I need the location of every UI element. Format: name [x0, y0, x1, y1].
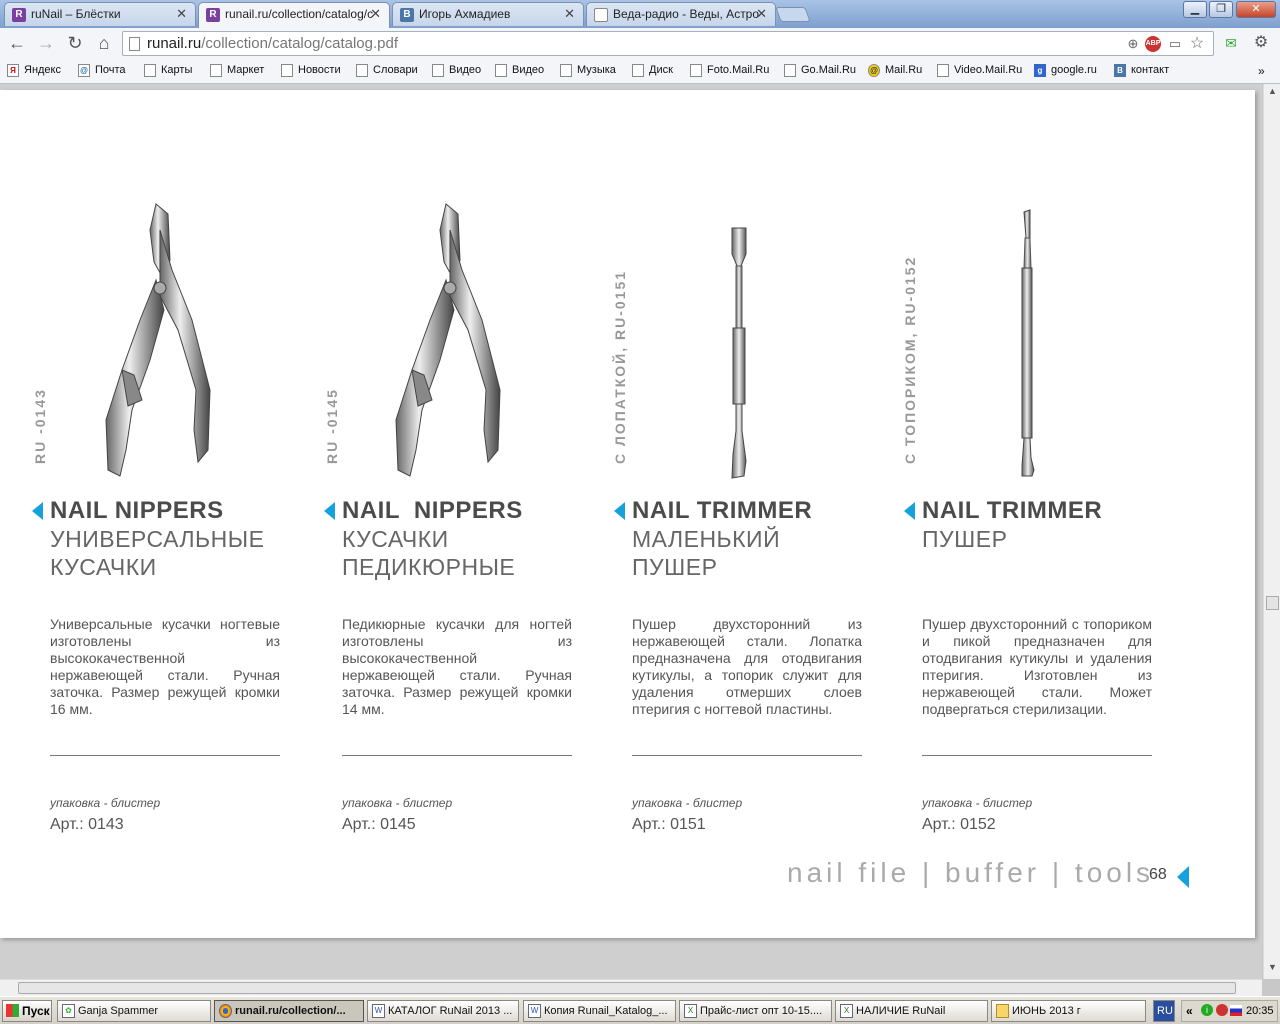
vk-icon: B	[400, 8, 414, 22]
product-description: Пушер двухсторонний из нержавеющей стали. Лопатка предназначена для отодвигания кутикулы, а топорик служит для удаления отмерших слоев птеригия с ногтевой пластины.	[632, 616, 862, 717]
product-description: Пушер двухсторонний с топориком и пикой предназначен для отодвигания кутикулы и удаления птеригия. Изготовлен из нержавеющей стали. Может подвергаться стерилизации.	[922, 616, 1152, 717]
runail-icon: R	[12, 8, 26, 22]
wrench-menu-icon[interactable]: ⚙	[1253, 34, 1269, 51]
product-packaging: упаковка - блистер	[632, 796, 743, 810]
leaf-icon: ✿	[62, 1004, 75, 1018]
tab-veda-radio[interactable]	[586, 2, 776, 26]
product-subtitle-line: ПЕДИКЮРНЫЕ	[342, 554, 516, 580]
page-icon	[495, 64, 507, 77]
product-vertical-code: С ТОПОРИКОМ, RU-0152	[902, 255, 918, 464]
nippers-icon	[388, 200, 508, 480]
nippers-icon	[98, 200, 218, 480]
runail-icon: R	[206, 8, 220, 22]
taskbar-item-label: Копия Runail_Katalog_...	[544, 1005, 668, 1017]
bookmarks-overflow-icon[interactable]: »	[1258, 64, 1265, 78]
bookmark-karty[interactable]	[144, 64, 192, 76]
word-icon: W	[372, 1004, 385, 1018]
page-icon	[129, 37, 140, 51]
taskbar-item-june-folder[interactable]	[991, 1000, 1146, 1022]
vk-icon: B	[1114, 64, 1126, 77]
url-path: /collection/catalog/catalog.pdf	[201, 35, 398, 52]
arrow-marker-icon	[904, 502, 915, 520]
divider	[632, 755, 862, 756]
reload-button[interactable]: ↻	[67, 33, 83, 53]
product-subtitle-line: УНИВЕРСАЛЬНЫЕ	[50, 526, 265, 552]
bookmark-mail-ru[interactable]	[868, 64, 922, 76]
tab-strip	[0, 0, 1280, 28]
page-icon	[594, 8, 608, 22]
bookmark-foto-mail[interactable]	[690, 64, 769, 76]
folder-icon	[996, 1004, 1009, 1018]
taskbar-item-nalichie[interactable]	[835, 1000, 988, 1022]
page-icon	[281, 64, 293, 77]
bookmark-label: Видео	[449, 64, 482, 76]
russian-flag-icon[interactable]	[1230, 1005, 1242, 1016]
product-card-0145	[322, 90, 572, 938]
bookmark-slovari[interactable]	[356, 64, 418, 76]
scroll-thumb[interactable]	[1266, 596, 1279, 610]
product-card-0152	[902, 90, 1152, 938]
bookmark-label: контакт	[1131, 64, 1170, 76]
product-vertical-code: RU -0145	[324, 388, 340, 464]
bookmark-star-icon[interactable]: ☆	[1189, 35, 1205, 52]
taskbar-item-katalog-copy[interactable]	[523, 1000, 676, 1022]
product-title: NAIL NIPPERS	[342, 497, 523, 524]
taskbar-item-chrome[interactable]	[214, 1000, 364, 1022]
catalog-section-footer: nail file | buffer | tools	[787, 857, 1155, 888]
product-card-0143	[30, 90, 280, 938]
taskbar-item-catalog-doc[interactable]	[367, 1000, 519, 1022]
product-subtitle	[342, 525, 515, 581]
tab-title: Веда-радио - Веды, Астро	[613, 7, 760, 21]
chrome-icon	[219, 1004, 232, 1018]
pusher-icon	[724, 226, 754, 482]
taskbar-item-label: КАТАЛОГ RuNail 2013 ...	[388, 1005, 513, 1017]
page-icon	[356, 64, 368, 77]
bookmark-label: Mail.Ru	[885, 64, 923, 76]
product-article: Арт.: 0143	[50, 816, 124, 833]
bookmark-pochta[interactable]	[78, 64, 126, 76]
close-icon[interactable]: ✕	[176, 6, 187, 21]
arrow-marker-icon	[614, 502, 625, 520]
extension-icon[interactable]: ✉	[1225, 35, 1237, 51]
pusher-icon	[1012, 208, 1042, 480]
word-icon: W	[528, 1004, 541, 1018]
product-subtitle-line: ПУШЕР	[922, 526, 1008, 552]
bookmark-novosti[interactable]	[281, 64, 341, 76]
new-tab-button[interactable]	[775, 7, 810, 22]
page-icon	[784, 64, 796, 77]
bookmark-label: Новости	[298, 64, 341, 76]
pdf-viewer	[0, 84, 1262, 979]
taskbar-item-price-list[interactable]	[679, 1000, 832, 1022]
page-icon	[432, 64, 444, 77]
bookmark-label: Маркет	[227, 64, 265, 76]
page-action-icon[interactable]: ▭	[1168, 36, 1182, 51]
tab-vk-profile[interactable]	[392, 2, 584, 26]
divider	[922, 755, 1152, 756]
taskbar-item-label: Ganja Spammer	[78, 1005, 159, 1017]
home-button[interactable]: ⌂	[98, 33, 110, 53]
product-title: NAIL NIPPERS	[50, 497, 224, 524]
product-card-0151	[612, 90, 862, 938]
arrow-marker-icon	[324, 502, 335, 520]
bookmark-google[interactable]	[1034, 64, 1097, 76]
product-description: Педикюрные кусачки для ногтей изготовлены из высококачественной нержавеющей стали. Ручная заточка. Размер режущей кромки 14 мм.	[342, 616, 572, 717]
taskbar-item-ganja-spammer[interactable]	[57, 1000, 211, 1022]
start-button[interactable]	[2, 1000, 52, 1022]
close-icon[interactable]: ✕	[756, 6, 767, 21]
adblock-icon[interactable]: ABP	[1145, 36, 1161, 52]
product-title: NAIL TRIMMER	[632, 497, 813, 524]
zoom-icon[interactable]: ⊕	[1127, 36, 1139, 51]
bookmark-label: Музыка	[577, 64, 616, 76]
page-icon	[690, 64, 702, 77]
bookmark-label: Яндекс	[24, 64, 61, 76]
product-article: Арт.: 0145	[342, 816, 416, 833]
product-subtitle-line: ПУШЕР	[632, 554, 718, 580]
tray-expand-icon[interactable]: «	[1186, 1004, 1193, 1018]
bookmark-video[interactable]	[432, 64, 481, 76]
bookmark-muzyka[interactable]	[560, 64, 616, 76]
window-close-button[interactable]: ✕	[1236, 1, 1276, 18]
taskbar-item-label: runail.ru/collection/...	[235, 1005, 346, 1017]
url-host: runail.ru	[147, 35, 202, 52]
clock[interactable]: 20:35	[1246, 1005, 1274, 1017]
bookmark-video-2[interactable]	[495, 64, 544, 76]
taskbar	[0, 996, 1280, 1024]
scroll-up-icon[interactable]: ▲	[1268, 86, 1277, 96]
bookmark-label: Словари	[373, 64, 418, 76]
bookmark-label: Почта	[95, 64, 126, 76]
page-icon	[560, 64, 572, 77]
url-text[interactable]	[147, 35, 398, 52]
bookmark-label: Карты	[161, 64, 193, 76]
bookmark-yandex[interactable]	[7, 64, 61, 76]
start-label: Пуск	[22, 1004, 50, 1018]
arrow-marker-icon	[32, 502, 43, 520]
product-packaging: упаковка - блистер	[50, 796, 161, 810]
system-tray	[1181, 1000, 1278, 1022]
mail-icon: @	[78, 64, 90, 77]
product-vertical-code: RU -0143	[32, 388, 48, 464]
antivirus-icon[interactable]	[1216, 1004, 1228, 1016]
forward-button[interactable]: →	[37, 33, 55, 53]
product-subtitle-line: КУСАЧКИ	[50, 554, 157, 580]
windows-logo-icon	[6, 1004, 19, 1017]
language-indicator[interactable]: RU	[1153, 1000, 1175, 1022]
page-icon	[210, 64, 222, 77]
page-icon	[144, 64, 156, 77]
bookmark-label: google.ru	[1051, 64, 1097, 76]
bookmark-disk[interactable]	[632, 64, 673, 76]
close-icon[interactable]: ✕	[564, 6, 575, 21]
divider	[342, 755, 572, 756]
back-button[interactable]: ←	[8, 33, 26, 53]
close-icon[interactable]: ✕	[370, 6, 381, 21]
tab-title: Игорь Ахмадиев	[419, 7, 511, 21]
product-vertical-code: С ЛОПАТКОЙ, RU-0151	[612, 269, 628, 464]
product-article: Арт.: 0151	[632, 816, 706, 833]
scroll-down-icon[interactable]: ▼	[1268, 962, 1277, 972]
yandex-icon: Я	[7, 64, 19, 77]
product-subtitle	[632, 525, 780, 581]
bookmark-label: Foto.Mail.Ru	[707, 64, 770, 76]
tab-runail-blestki[interactable]	[4, 2, 196, 26]
product-subtitle	[922, 525, 1007, 553]
browser-toolbar	[0, 28, 1280, 59]
tab-title: ruNail – Блёстки	[31, 7, 121, 21]
vertical-scrollbar[interactable]	[1263, 84, 1280, 979]
bookmark-label: Диск	[649, 64, 673, 76]
page-icon	[632, 64, 644, 77]
scroll-thumb[interactable]	[18, 982, 1236, 994]
bookmark-label: Go.Mail.Ru	[801, 64, 857, 76]
divider	[50, 755, 280, 756]
bookmark-kontakt[interactable]	[1114, 64, 1169, 76]
product-article: Арт.: 0152	[922, 816, 996, 833]
excel-icon: X	[840, 1004, 853, 1018]
mailru-icon: @	[868, 64, 880, 77]
product-title: NAIL TRIMMER	[922, 497, 1103, 524]
bookmark-market[interactable]	[210, 64, 264, 76]
info-icon[interactable]: i	[1201, 1004, 1213, 1016]
product-packaging: упаковка - блистер	[922, 796, 1033, 810]
product-subtitle-line: МАЛЕНЬКИЙ	[632, 526, 781, 552]
product-subtitle-line: КУСАЧКИ	[342, 526, 449, 552]
maximize-button[interactable]: ❐	[1209, 1, 1233, 18]
product-description: Универсальные кусачки ногтевые изготовлены из высококачественной нержавеющей стали. Ручная заточка. Размер режущей кромки 16 мм.	[50, 616, 280, 717]
minimize-button[interactable]: ▁	[1183, 1, 1207, 18]
page-icon	[937, 64, 949, 77]
taskbar-item-label: ИЮНЬ 2013 г	[1012, 1005, 1081, 1017]
page-number: 68	[1149, 866, 1167, 883]
taskbar-item-label: Прайс-лист опт 10-15....	[700, 1005, 823, 1017]
excel-icon: X	[684, 1004, 697, 1018]
tab-catalog-active[interactable]	[198, 2, 390, 28]
product-packaging: упаковка - блистер	[342, 796, 453, 810]
bookmark-label: Видео	[512, 64, 545, 76]
address-bar[interactable]	[122, 31, 1214, 56]
bookmark-video-mail[interactable]	[937, 64, 1022, 76]
bookmark-label: Video.Mail.Ru	[954, 64, 1023, 76]
horizontal-scrollbar[interactable]	[0, 979, 1262, 996]
product-subtitle	[50, 525, 264, 581]
catalog-page	[0, 90, 1255, 938]
arrow-marker-icon	[1177, 866, 1189, 888]
taskbar-item-label: НАЛИЧИЕ RuNail	[856, 1005, 946, 1017]
google-icon: g	[1034, 64, 1046, 77]
tab-title: runail.ru/collection/catalog/c	[225, 7, 374, 21]
bookmark-go-mail[interactable]	[784, 64, 856, 76]
bookmarks-bar	[0, 59, 1280, 84]
